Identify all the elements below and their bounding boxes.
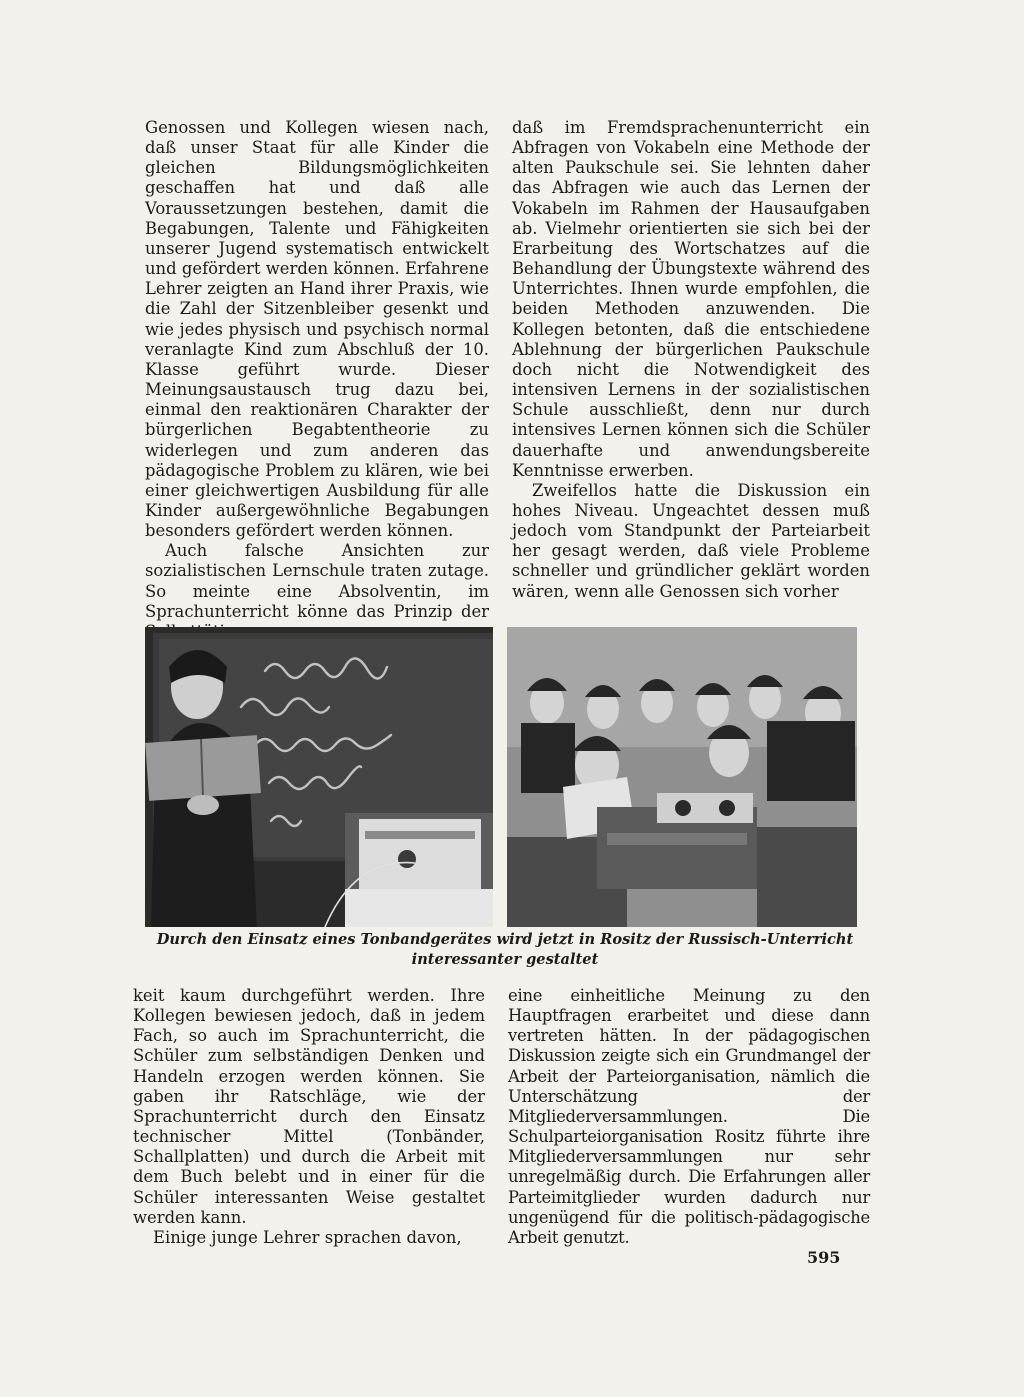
paragraph: daß im Fremdsprachenunterricht ein Abfragen von Vokabeln eine Methode der alten Paukschule sei. Sie lehnten daher das Abfragen wie auch das Lernen der Vokabeln im Rahmen der Hausaufgaben ab. Vielmehr orientierten sie sich bei der Erarbeitung des Wortschatzes auf die Behandlung der Übungstexte während des Unterrichtes. Ihnen wurde empfohlen, die beiden Methoden anzuwenden. Die Kollegen betonten, daß die entschiedene Ablehnung der bürgerlichen Paukschule doch nicht die Notwendigkeit des intensiven Lernens in der sozialistischen Schule ausschließt, denn nur durch intensives Lernen können sich die Schüler dauerhafte und anwendungsbereite Kenntnisse erwerben.: [512, 118, 870, 480]
column-bottom-right: [508, 986, 870, 1248]
paragraph: Genossen und Kollegen wiesen nach, daß unser Staat für alle Kinder die gleichen Bildungsmöglichkeiten geschaffen hat und daß alle Voraussetzungen bestehen, damit die Begabungen, Talente und Fähigkeiten unserer Jugend systematisch entwickelt und gefördert werden können. Erfahrene Lehrer zeigten an Hand ihrer Praxis, wie die Zahl der Sitzenbleiber gesenkt und wie jedes physisch und psychisch normal veranlagte Kind zum Abschluß der 10. Klasse geführt wurde. Dieser Meinungsaustausch trug dazu bei, einmal den reaktionären Charakter der bürgerlichen Begabtentheorie zu widerlegen und zum anderen das pädagogische Problem zu klären, wie bei einer gleichwertigen Ausbildung für alle Kinder außergewöhnliche Begabungen besonders gefördert werden können.: [145, 118, 489, 541]
column-top-left: [145, 118, 489, 642]
column-bottom-left: [133, 986, 485, 1248]
paragraph: eine einheitliche Meinung zu den Hauptfragen erarbeitet und diese dann vertreten hätten. In der pädagogischen Diskussion zeigte sich ein Grundmangel der Arbeit der Parteiorganisation, nämlich die Unterschätzung der Mitgliederversammlungen. Die Schulparteiorganisation Rositz führte ihre Mitgliederversammlungen nur sehr unregelmäßig durch. Die Erfahrungen aller Parteimitglieder wurden dadurch nur ungenügend für die politisch-pädagogische Arbeit genutzt.: [508, 986, 870, 1247]
paragraph: keit kaum durchgeführt werden. Ihre Kollegen bewiesen jedoch, daß in jedem Fach, so auch im Sprachunterricht, die Schüler zum selbständigen Denken und Handeln erzogen werden können. Sie gaben ihr Ratschläge, wie der Sprachunterricht durch den Einsatz technischer Mittel (Tonbänder, Schallplatten) und durch die Arbeit mit dem Buch belebt und in einer für die Schüler interessanten Weise gestaltet werden kann.: [133, 986, 485, 1227]
paragraph: Zweifellos hatte die Diskussion ein hohes Niveau. Ungeachtet dessen muß jedoch vom Standpunkt der Parteiarbeit her gesagt werden, daß viele Probleme schneller und gründlicher geklärt worden wären, wenn alle Genossen sich vorher: [512, 480, 870, 601]
page-number: 595: [807, 1248, 841, 1267]
photo-caption: Durch den Einsatz eines Tonbandgerätes wird jetzt in Rositz der Russisch-Unterricht interessanter gestaltet: [156, 931, 854, 968]
photo-classroom: [507, 627, 857, 927]
photo-teacher-blackboard: [145, 627, 493, 927]
column-top-right: [512, 118, 870, 602]
paragraph: Einige junge Lehrer sprachen davon,: [153, 1227, 462, 1247]
paragraph: Auch falsche Ansichten zur sozialistischen Lernschule traten zutage. So meinte eine Absolventin, im Sprachunterricht könne das Prinzip der: [145, 541, 489, 621]
